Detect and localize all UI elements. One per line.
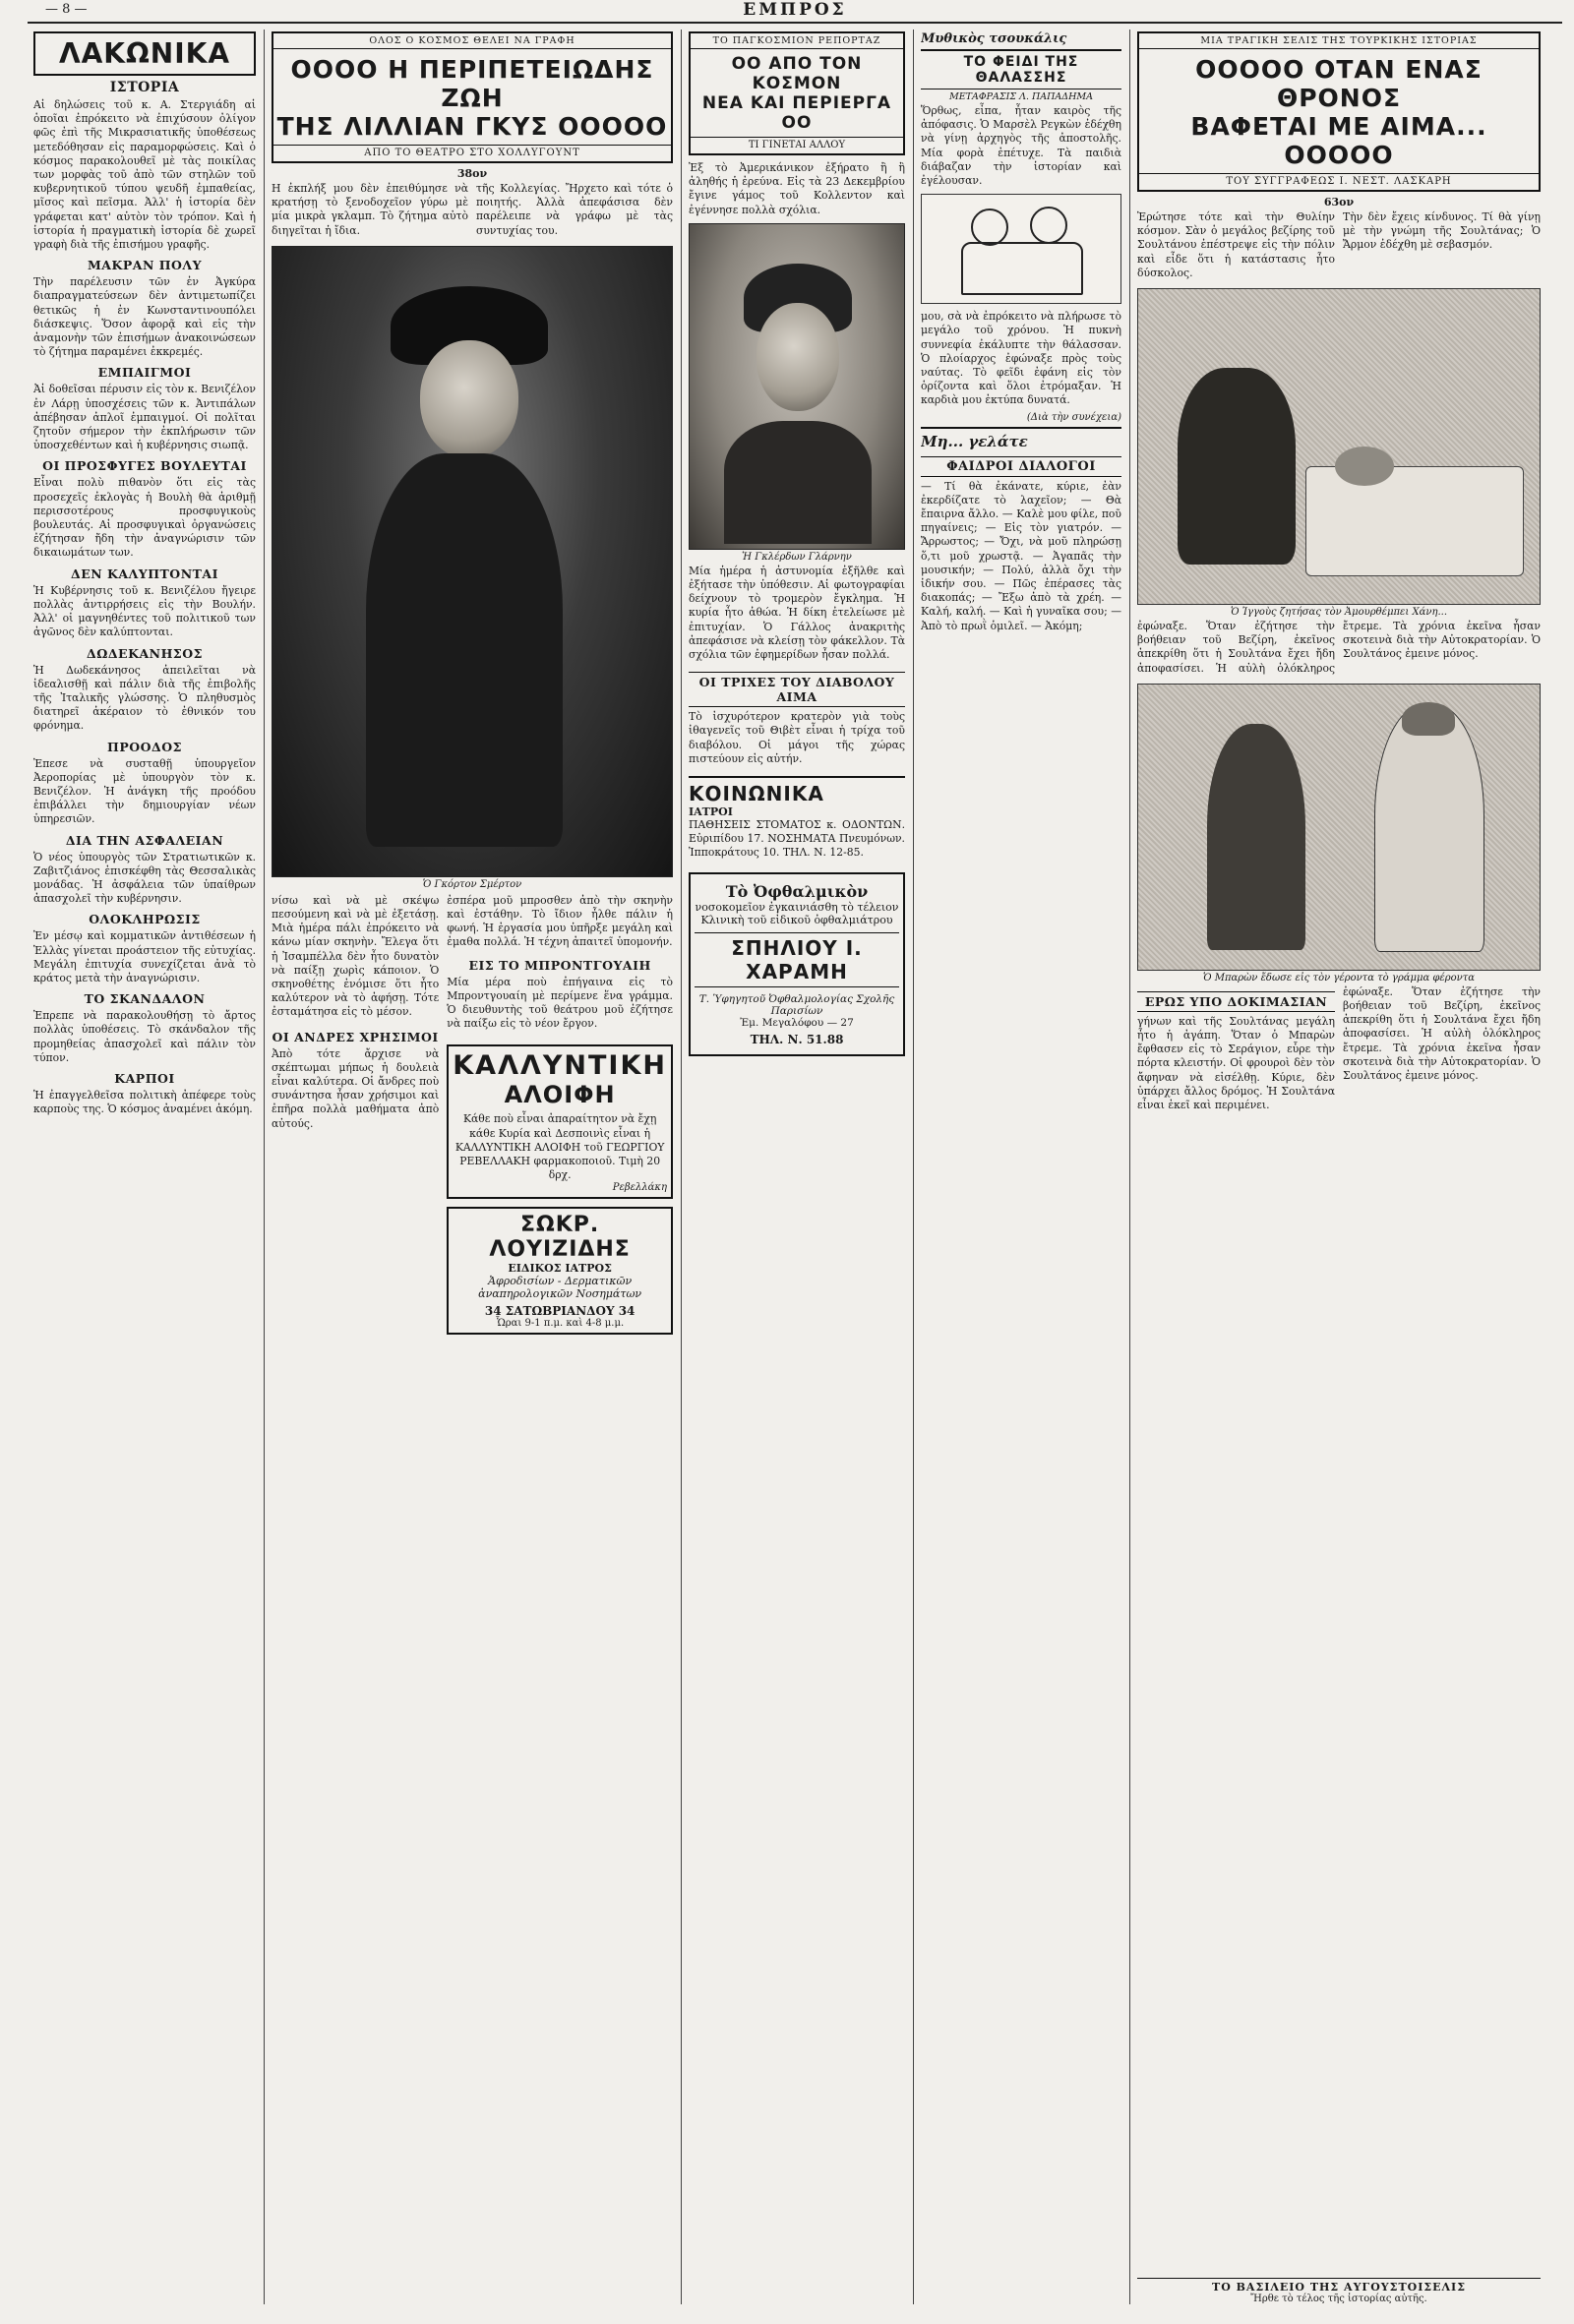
section-text: Ὁ νέος ὑπουργὸς τῶν Στρατιωτικῶν κ. Ζαβιτζιάνος ἐπισκέφθη τὰς Θεσσαλικὰς μονάδας. Ἡ ἀσφάλεια τῶν ὑπαίθρων ἀπασχολεῖ τὴν κυβέρνησιν. xyxy=(33,850,256,906)
ad-text: Κάθε ποὺ εἶναι ἀπαραίτητον νὰ ἔχῃ κάθε Κυρία καὶ Δεσποινὶς εἶναι ἡ ΚΑΛΛΥΝΤΙΚΗ ΑΛΟΙΦΗ τοῦ ΓΕΩΡΓΙΟΥ ΡΕΒΕΛΛΑΚΗ φαρμακοποιοῦ. Τιμὴ 20 δρχ. xyxy=(454,1112,665,1182)
section-text: Αἱ δηλώσεις τοῦ κ. Α. Στεργιάδη αἱ ὁποῖαι ἐπρόκειτο νὰ ἐπιχύσουν ὀλίγον φῶς ἐπὶ τῆς Μικρασιατικῆς ὑποθέσεως μετεδόθησαν εἰς παραμορφώσεις. Καὶ ὁ κόσμος παρακολουθεῖ μὲ τὰς ποικίλας των μορφὰς τοῦ ἀπὸ τῶν στηλῶν τοῦ κυβερνητικοῦ τύπου ψευδῆ ἐμπαθείας, μῖσος καὶ πεῖσμα. Ἀλλ' ἡ ἱστορία δὲν γράφεται κατ' αὐτὸν τὸν τρόπον. Καὶ ἡ ἱστορία ἡ πραγματικὴ ἱστορία δὲ χωρεῖ γραφὴ διὰ τῆς ἐπισήμου γραφῆς. xyxy=(33,98,256,252)
ad-address: 34 ΣΑΤΩΒΡΙΑΝΔΟΥ 34 xyxy=(484,1304,636,1319)
column-sea-serpent xyxy=(921,31,1121,2304)
article-body: Ἀπὸ τότε ἄρχισε νὰ σκέπτωμαι μήπως ἡ δουλειὰ εἶναι καλύτερα. Οἱ ἄνδρες ποὺ συνάντησα ἦσαν χρήσιμοι καὶ ἐπῆρα πολλὰ μαθήματα ἀπὸ αὐτούς. xyxy=(272,1046,440,1130)
article-body: Τὸ ἰσχυρότερον κρατερὸν γιὰ τοὺς ἰθαγενεῖς τοῦ Θιβὲτ εἶναι ἡ τρίχα τοῦ διαβόλου. Οἱ μάγοι τῆς χώρας πιστεύουν εἰς αὐτήν. xyxy=(689,710,905,765)
column-rule xyxy=(681,30,682,2304)
article-body: ἐφώναξε. Ὅταν ἐζήτησε τὴν βοήθειαν τοῦ Βεζίρη, ἐκεῖνος ἀπεκρίθη ὅτι ἡ Σουλτάνα ἔχει ἤδη ἀποφασίσει. Ἡ αὐλὴ ὁλόκληρος ἔτρεμε. Τὰ χρόνια ἐκεῖνα ἦσαν σκοτεινὰ διὰ τὴν Αὐτοκρατορίαν. Ὁ Σουλτάνος ἐμεινε μόνος. xyxy=(1137,620,1541,675)
article-body: ἐφώναξε. Ὅταν ἐζήτησε τὴν βοήθειαν τοῦ Βεζίρη, ἐκεῖνος ἀπεκρίθη ὅτι ἡ Σουλτάνα ἔχει ἤδη ἀποφασίσει. Ἡ αὐλὴ ὁλόκληρος ἔτρεμε. Τὰ χρόνια ἐκεῖνα ἦσαν σκοτεινὰ διὰ τὴν Αὐτοκρατορίαν. Ὁ Σουλτάνος ἐμεινε μόνος. xyxy=(1343,984,1541,1083)
footer-text: Ἤρθε τὸ τέλος τῆς ἱστορίας αὐτῆς. xyxy=(1250,2294,1427,2304)
page-number: — 8 — xyxy=(45,2,88,17)
section-heading: ΙΣΤΟΡΙΑ xyxy=(109,80,180,95)
ad-title: ΚΑΛΛΥΝΤΙΚΗ xyxy=(453,1050,667,1082)
advertisement-charami xyxy=(689,872,905,1056)
episode-number: 63ον xyxy=(1323,196,1355,209)
article-title: ΝΕΑ ΚΑΙ ΠΕΡΙΕΡΓΑ ΟΟ xyxy=(701,93,892,133)
section-heading: ΦΑΙΔΡΟΙ ΔΙΑΛΟΓΟΙ xyxy=(921,456,1121,477)
masthead: ΕΜΠΡΟΣ xyxy=(743,0,847,20)
portrait-photo xyxy=(272,246,673,877)
section-heading: ΟΙ ΑΝΔΡΕΣ ΧΡΗΣΙΜΟΙ xyxy=(272,1029,439,1044)
ad-name: ΣΩΚΡ. ΛΟΥΙΖΙΔΗΣ xyxy=(489,1213,631,1263)
column-lakonika xyxy=(33,31,256,2304)
section-heading: ΔΕΝ ΚΑΛΥΠΤΟΝΤΑΙ xyxy=(71,566,218,581)
ad-specialty: Ἀφροδισίων - Δερματικῶν ἀναπηρολογικῶν Νοσημάτων xyxy=(478,1275,642,1301)
ad-name: ΣΠΗΛΙΟΥ Ι. ΧΑΡΑΜΗ xyxy=(695,932,899,987)
ad-line: νοσοκομεῖον ἐγκαινιάσθη τὸ τέλειον Κλινικὴ τοῦ εἰδικοῦ ὀφθαλμιάτρου xyxy=(695,900,899,926)
section-heading: ΕΡΩΣ ΥΠΟ ΔΟΚΙΜΑΣΙΑΝ xyxy=(1137,991,1335,1012)
dialogues-text: — Τί θὰ ἐκάνατε, κύριε, ἐὰν ἐκερδίζατε τὸ λαχεῖον; — Θὰ ἔπαιρνα ἄλλο. — Καλὲ μου φίλε, ποῦ πηγαίνεις; — Εἰς τὸν γιατρόν. — Ἄρρωστος; — Ὄχι, νὰ μοῦ πληρώσῃ ὅ,τι μοῦ χρωστᾷ. — Ἀγαπᾶς τὴν μουσικήν; — Πολύ, ἀλλὰ ὄχι τὴν ἰδικήν σου. — Πῶς ἐπέρασες τὰς διακοπάς; — Ἔξω ἀπὸ τὰ χρέη. — Καλή, καλή. — Καὶ ἡ γυναῖκα σου; — Ἀπὸ τὸ πρωῒ ὁμιλεῖ. — Ἀκόμη; xyxy=(921,479,1121,632)
article-header xyxy=(689,31,905,155)
ad-hours: Ὧραι 9-1 π.μ. καὶ 4-8 μ.μ. xyxy=(496,1318,625,1330)
column-kicker: Μυθικὸς τσουκάλις xyxy=(921,31,1067,46)
section-heading: ΔΩΔΕΚΑΝΗΣΟΣ xyxy=(87,645,203,661)
section-title-box xyxy=(33,31,256,76)
footer-heading: ΤΟ ΒΑΣΙΛΕΙΟ ΤΗΣ ΑΥΓΟΥΣΤΟΙΣΕΛΙΣ xyxy=(1212,2281,1466,2294)
article-title: ΟΟ ΑΠΟ ΤΟΝ ΚΟΣΜΟΝ xyxy=(731,54,863,93)
section-text: Ἡ ἐπαγγελθεῖσα πολιτικὴ ἀπέφερε τοὺς καρποὺς της. Ὁ κόσμος ἀναμένει ἀκόμη. xyxy=(33,1088,256,1116)
article-kicker: ΤΟ ΠΑΓΚΟΣΜΙΟΝ ΡΕΠΟΡΤΑΖ xyxy=(691,33,903,49)
article-body: νίσω καὶ νὰ μὲ σκέψω πεσούμενη καὶ νὰ μὲ ἐξετάσῃ. Μιὰ ἡμέρα πάλι ἐπρόκειτο νὰ κάνω μίαν σκηνὴν. Ἔλεγα ὅτι ἡ Ἰσαμπέλλα δὲν ἦτο δυνατὸν νὰ παίξῃ χωρὶς κάποιον. Ὁ σκηνοθέτης ἐνόμισε ὅτι ἦτο καλύτερον νὰ τὸ ἀφήσῃ. Τότε ἐσταμάτησα εἰς τὸ μέσον. xyxy=(272,893,440,1019)
story-body: μου, σὰ νὰ ἐπρόκειτο νὰ πλήρωσε τὸ μεγάλο τοῦ χρόνου. Ἡ πυκνὴ συννεφία ἐκάλυπτε τὴν θάλασσαν. Ὁ πλοίαρχος ἐφώναξε πρὸς τοὺς ναύτας. Τὸ φεῖδι ἐφάνη εἰς τὸν ὁρίζοντα καὶ ὅλοι ἐτρόμαξαν. Ἡ καρδιὰ μου ἐκτύπα δυνατά. xyxy=(921,310,1121,407)
story-body: Ὅρθως, εἶπα, ἦταν καιρὸς τῆς ἀπόφασις. Ὁ Μαρσὲλ Ρεγκὼν ἐδέχθη νὰ γίνῃ ἀρχηγὸς τῆς ἀποστολῆς. Μία φορὰ ἐπέτυχε. Τὰ παιδιὰ διάβαζαν τὴν ἱστορίαν καὶ ἐγέλουσαν. xyxy=(921,104,1121,188)
episode-number: 38ον xyxy=(456,167,488,180)
illustration-caption: Ὁ Μπαρὼν ἔδωσε εἰς τὸν γέροντα τὸ γράμμα φέροντα xyxy=(1202,972,1476,983)
ad-line: Τ. Ὑφηγητοῦ Ὀφθαλμολογίας Σχολῆς Παρισίων xyxy=(698,992,895,1017)
article-header xyxy=(272,31,673,163)
section-text: Ἡ Δωδεκάνησος ἀπειλεῖται νὰ ἰδεαλισθῇ καὶ πάλιν διὰ τῆς ἐπιβολῆς τῆς Ἰταλικῆς γλώσσης. Ὁ πληθυσμὸς διατηρεῖ ἀκέραιον τὸ ἐθνικόν του φρόνημα. xyxy=(33,663,256,733)
column-rule xyxy=(913,30,914,2304)
ad-address: Ἐμ. Μεγαλόφου — 27 xyxy=(740,1016,854,1029)
section-text: Ἐπρεπε νὰ παρακολουθήσῃ τὸ ἄρτος πολλὰς ὑποθέσεις. Τὸ σκάνδαλον τῆς προμηθείας ἀπασχολεῖ καὶ πάλιν τὸν τύπον. xyxy=(33,1009,256,1064)
section-heading: ΟΛΟΚΛΗΡΩΣΙΣ xyxy=(89,912,201,927)
intro-text: τῆς Κολλεγίας. Ἤρχετο καὶ τότε ὁ ποιητής. Ἀλλὰ ἀπεφάσισα δὲν παρέλειπε νὰ γράφω μὲ τὰς συντυχίας του. xyxy=(476,182,673,237)
photo-caption: Ὁ Γκόρτον Σμέρτον xyxy=(422,878,522,890)
section-text: Ἐν μέσῳ καὶ κομματικῶν ἀντιθέσεων ἡ Ἑλλὰς γίνεται προάστειον τῆς εὐτυχίας. Μεγάλη ἐπιτυχία συνεχίζεται ἀνὰ τὸ κράτος μετὰ τὴν ἀναγνώρισιν. xyxy=(33,929,256,984)
page-header xyxy=(28,0,1562,24)
section-text: Ἀἱ δοθεῖσαι πέρυσιν εἰς τὸν κ. Βενιζέλον ἐν Λάρῃ ὑποσχέσεις τῶν κ. Ἀντιπάλων ἀπέβησαν ἀπλοῖ ἐμπαιγμοί. Οἱ πολῖται ζητοῦν σήμερον τὴν ἐκπλήρωσιν τῶν ὑποσχεθέντων καὶ ἡ κυβέρνησις σιωπᾷ. xyxy=(33,383,256,452)
article-title: ΟΟΟΟ Η ΠΕΡΙΠΕΤΕΙΩΔΗΣ ΖΩΗ xyxy=(290,55,654,112)
advertisement-kalyntiki xyxy=(447,1044,673,1199)
column-rule xyxy=(1129,30,1130,2304)
advertisement-louizidis xyxy=(447,1207,673,1335)
section-heading: ΕΜΠΑΙΓΜΟΙ xyxy=(97,365,192,381)
ad-phone: ΤΗΛ. Ν. 51.88 xyxy=(750,1032,844,1046)
article-body: Μία μέρα ποὺ ἐπήγαινα εἰς τὸ Μπροντγουαίη μὲ περίμενε ἕνα γράμμα. Ὁ διευθυντὴς τοῦ θεάτρου μοῦ ἐζήτησε νὰ παίξω εἰς τὸ νέον ἔργον. xyxy=(447,975,673,1031)
intro-text: Ἐρώτησε τότε καὶ τὴν Θυλίην κόσμον. Σὰν ὁ μεγάλος βεζίρης τοῦ Σουλτάνου ἐπέστρεψε εἰς τὴν πόλιν καὶ εἶδε ὅτι ἡ κατάστασις ἦτο δύσκολος. xyxy=(1137,210,1335,279)
article-author: ΤΟΥ ΣΥΓΓΡΑΦΕΩΣ Ι. ΝΕΣΤ. ΛΑΣΚΑΡΗ xyxy=(1139,173,1539,187)
section-text: Εἶναι πολὺ πιθανὸν ὅτι εἰς τὰς προσεχεῖς ἐκλογὰς ἡ Βουλὴ θὰ ἀριθμῇ περισσοτέρους προσφυγικοὺς βουλευτάς. Αἱ προσφυγικαὶ ὀργανώσεις ἐζήτησαν ἤδη τὴν ἀναγνώρισιν τῶν δικαιωμάτων των. xyxy=(33,476,256,560)
continued-note: (Διὰ τὴν συνέχεια) xyxy=(1026,411,1121,423)
humor-kicker: Μη... γελάτε xyxy=(921,427,1121,450)
section-title: ΛΑΚΩΝΙΚΑ xyxy=(58,37,231,70)
column-lillian-gish xyxy=(272,31,673,2304)
sultan-bed-illustration xyxy=(1137,288,1541,605)
article-header xyxy=(1137,31,1541,192)
intro-text: Ἐξ τὸ Ἀμερικάνικον ἐξήρατο ἢ ἢ ἀληθής ἡ ἐρεύνα. Εἰς τὰ 23 Δεκεμβρίου ἔγινε γάμος τοῦ Κολλεντον καὶ ἐγέννησε πολλὰ σχόλια. xyxy=(689,161,905,216)
old-men-illustration xyxy=(1137,684,1541,971)
section-text: Τὴν παρέλευσιν τῶν ἐν Ἀγκύρα διαπραγματεύσεων δὲν ἀντιμετωπίζει θετικῶς ἡ ἐν Κωνσταντινουπόλει διάσκεψις. Ὅσον ἀφορᾷ καὶ εἰς τὴν ἀναμονὴν τῶν ἐπισήμων ἀνακοινώσεων τὸ ζήτημα παραμένει ἐκκρεμές. xyxy=(33,275,256,359)
column-throne-story xyxy=(1137,31,1541,2304)
section-heading: ΕΙΣ ΤΟ ΜΠΡΟΝΤΓΟΥΑΙΗ xyxy=(468,957,651,973)
article-title: ΤΗΣ ΛΙΛΛΙΑΝ ΓΚΥΣ ΟΟΟΟΟ xyxy=(276,112,668,141)
section-subtitle: ΙΑΤΡΟΙ xyxy=(689,805,733,819)
section-heading: ΠΡΟΟΔΟΣ xyxy=(107,739,182,754)
koinonika-section xyxy=(689,776,905,861)
story-translator: ΜΕΤΑΦΡΑΣΙΣ Λ. ΠΑΠΑΔΗΜΑ xyxy=(948,91,1094,102)
section-text: ΠΑΘΗΣΕΙΣ ΣΤΟΜΑΤΟΣ κ. ΟΔΟΝΤΩΝ. Εὐριπίδου 17. ΝΟΣΗΜΑΤΑ Πνευμόνων. Ἰπποκράτους 10. ΤΗΛ. Ν. 12-85. xyxy=(689,818,905,860)
intro-text: Τὴν δὲν ἔχεις κίνδυνος. Τί θὰ γίνῃ μὲ τὴν γνώμη τῆς Σουλτάνας; Ὁ Ἄρμον ἐδέχθη μὲ σεβασμόν. xyxy=(1343,210,1541,252)
section-text: Ἡ Κυβέρνησις τοῦ κ. Βενιζέλου ἤγειρε πολλὰς ἀντιρρήσεις εἰς τὴν Βουλήν. Ἀλλ' οἱ μαγνηθέντες τοῦ πολιτικοῦ των ἀγῶνος δὲν καλύπτονται. xyxy=(33,583,256,639)
photo-caption: Ἡ Γκλέρδων Γλάρνην xyxy=(742,551,852,563)
ad-footer: Ρεβελλάκη xyxy=(612,1182,667,1194)
article-subtitle: ΤΙ ΓΙΝΕΤΑΙ ΑΛΛΟΥ xyxy=(691,137,903,150)
intro-text: Η ἐκπλήξ μου δὲν ἐπειθύμησε νὰ κρατήσῃ τὸ ξενοδοχεῖον γύρω μὲ μία μικρὰ γκλαμπ. Τὸ ζήτημα αὐτὸ διηγεῖται ἡ ἴδια. xyxy=(272,182,468,237)
column-rule xyxy=(264,30,265,2304)
section-text: Ἐπεσε νὰ συσταθῇ ὑπουργεῖον Ἀεροπορίας μὲ ὑπουργὸν τὸν κ. Βενιζέλον. Ἡ ἀνάγκη τῆς προόδου ἐπιβάλλει τὴν δημιουργίαν νέων ὑπηρεσιῶν. xyxy=(33,756,256,826)
article-title: ΒΑΦΕΤΑΙ ΜΕ ΑΙΜΑ... ΟΟΟΟΟ xyxy=(1190,112,1487,169)
article-body: Μία ἡμέρα ἡ ἀστυνομία ἐξῆλθε καὶ ἐξήτασε τὴν ὑπόθεσιν. Αἱ φωτογραφίαι δείχνουν τὸ τρομερὸν ἔγκλημα. Ἡ κυρία ἦτο ἀθώα. Ἡ δίκη ἐτελείωσε μὲ ἐπιτυχίαν. Ὁ Γάλλος ἀνακριτὴς ἀπεφάσισε νὰ κλείσῃ τὸν φάκελλον. Τὰ σχόλια τῶν ἐφημερίδων ἦσαν πολλά. xyxy=(689,564,905,662)
column-world-news xyxy=(689,31,905,2304)
section-title: ΚΟΙΝΩΝΙΚΑ xyxy=(689,782,824,806)
ad-role: ΕΙΔΙΚΟΣ ΙΑΤΡΟΣ xyxy=(508,1262,612,1276)
article-kicker: ΟΛΟΣ Ο ΚΟΣΜΟΣ ΘΕΛΕΙ ΝΑ ΓΡΑΦΗ xyxy=(273,33,671,49)
ad-line: Τὸ Ὀφθαλμικὸν xyxy=(725,881,869,901)
story-title: ΤΟ ΦΕΙΔΙ ΤΗΣ ΘΑΛΑΣΣΗΣ xyxy=(921,49,1121,89)
section-heading: ΤΟ ΣΚΑΝΔΑΛΟΝ xyxy=(84,991,206,1007)
ad-subtitle: ΑΛΟΙΦΗ xyxy=(504,1081,616,1109)
section-heading: ΟΙ ΠΡΟΣΦΥΓΕΣ ΒΟΥΛΕΥΤΑΙ xyxy=(42,458,247,474)
section-heading: ΜΑΚΡΑΝ ΠΟΛΥ xyxy=(87,258,203,273)
article-kicker: ΜΙΑ ΤΡΑΓΙΚΗ ΣΕΛΙΣ ΤΗΣ ΤΟΥΡΚΙΚΗΣ ΙΣΤΟΡΙΑΣ xyxy=(1139,33,1539,49)
article-subtitle: ΑΠΟ ΤΟ ΘΕΑΤΡΟ ΣΤΟ ΧΟΛΛΥΓΟΥΝΤ xyxy=(273,145,671,158)
children-reading-illustration xyxy=(921,194,1121,304)
woman-photo xyxy=(689,223,905,550)
section-heading: ΚΑΡΠΟΙ xyxy=(114,1070,175,1086)
article-body: ἐσπέρα μοῦ μπροσθεν ἀπὸ τὴν σκηνὴν καὶ ἐστάθην. Τὸ ἴδιον ἦλθε πάλιν ἡ φωνή. Ἡ ἐργασία μου ὑπῆρξε μεγάλη καὶ ἐμαθα πολλά. Ἡ τέχνη ἀπαιτεῖ ὑπομονήν. xyxy=(447,893,673,949)
section-heading: ΔΙΑ ΤΗΝ ΑΣΦΑΛΕΙΑΝ xyxy=(65,832,224,848)
article-title: ΟΟΟΟΟ ΟΤΑΝ ΕΝΑΣ ΘΡΟΝΟΣ xyxy=(1195,55,1483,112)
illustration-caption: Ὁ Ἰγγοὺς ζητήσας τὸν Ἀμουρθέμπει Χάνη... xyxy=(1230,607,1448,619)
article-body: γήνων καὶ τῆς Σουλτάνας μεγάλη ἦτο ἡ ἀγάπη. Ὅταν ὁ Μπαρὼν ἔφθασεν εἰς τὸ Σεράγιον, εὗρε τὴν πόρτα κλειστήν. Οἱ φρουροὶ δὲν τὸν ἄφηναν νὰ εἰσέλθῃ. Κύριε, δὲν ὑπάρχει ἄλλος δρόμος. Ἡ Σουλτάνα εἶναι ἐκεῖ καὶ περιμένει. xyxy=(1137,1014,1335,1112)
section-heading: ΟΙ ΤΡΙΧΕΣ ΤΟΥ ΔΙΑΒΟΛΟΥ ΑΙΜΑ xyxy=(689,672,905,707)
